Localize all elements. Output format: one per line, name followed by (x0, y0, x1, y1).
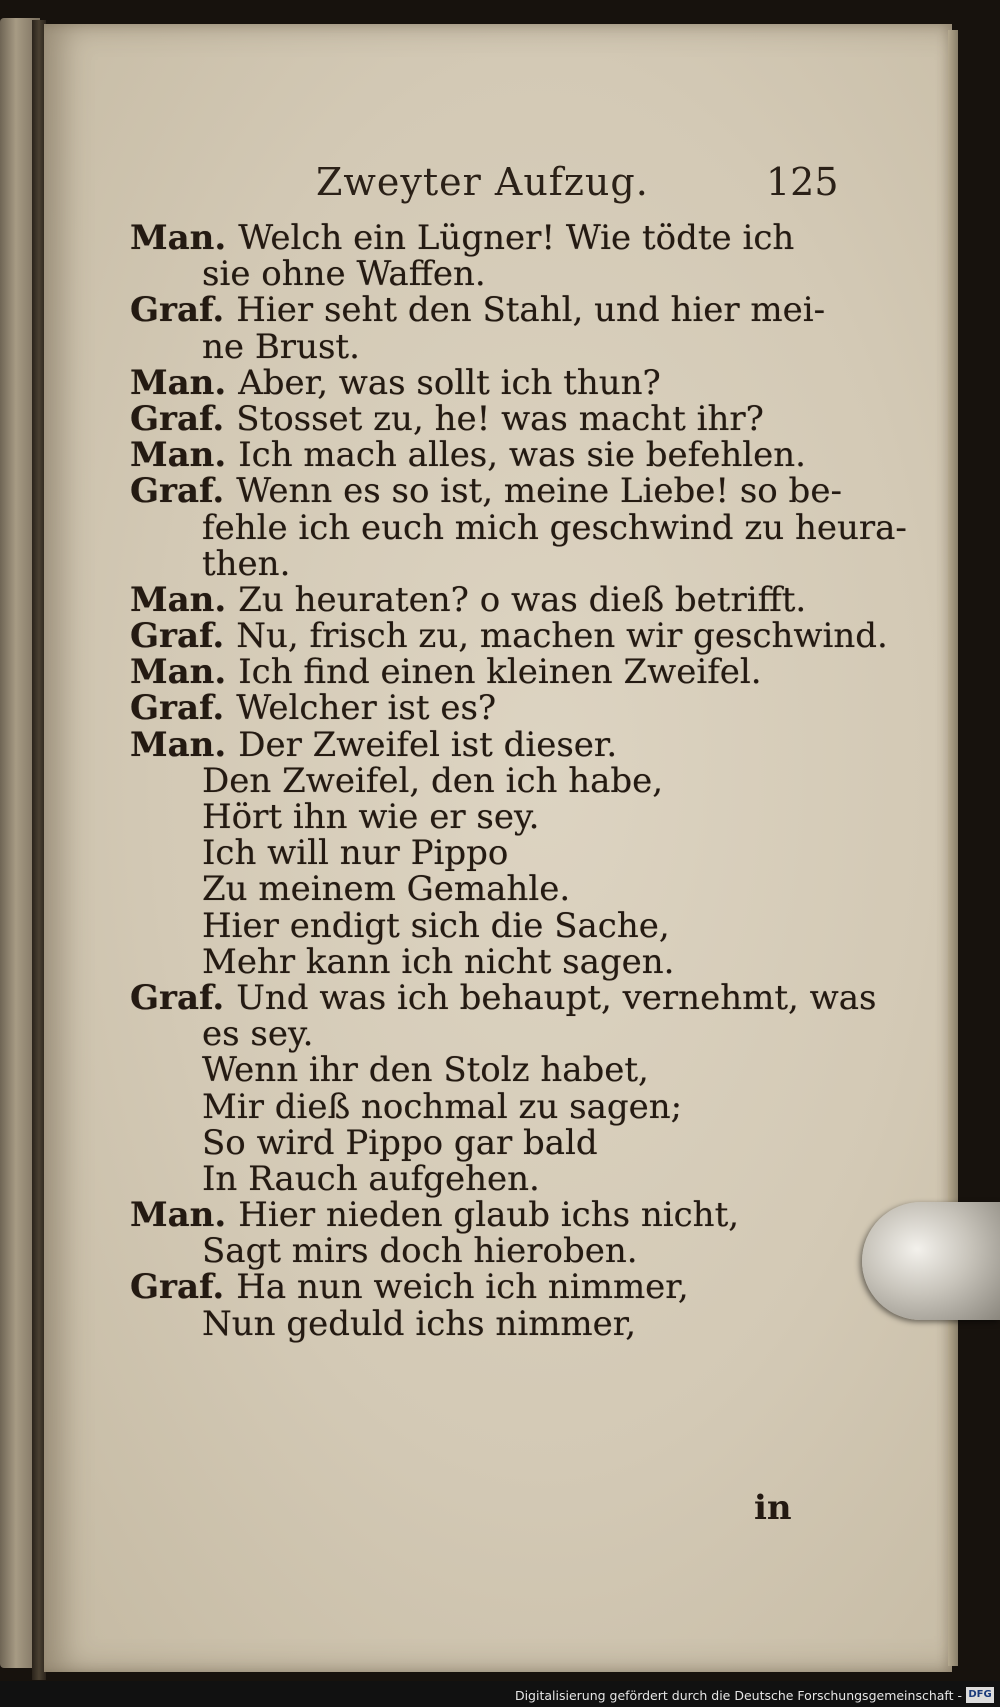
text-line (130, 616, 890, 657)
line-text: es sey. (202, 1014, 314, 1055)
page-header (44, 152, 952, 222)
text-line (130, 1195, 890, 1236)
book-page (44, 24, 952, 1672)
line-text: Mir dieß nochmal zu sagen; (202, 1086, 683, 1127)
text-line (130, 290, 890, 331)
line-text: Nun geduld ichs nimmer, (202, 1303, 637, 1344)
text-line (130, 688, 890, 729)
text-line (130, 1303, 890, 1344)
line-text: So wird Pippo gar bald (202, 1122, 598, 1163)
speaker-name: Graf. (130, 688, 225, 729)
speaker-name: Graf. (130, 290, 225, 331)
text-line (130, 1050, 890, 1091)
line-text: Zu meinem Gemahle. (202, 869, 571, 910)
text-line (130, 362, 890, 403)
line-text: ne Brust. (202, 326, 360, 367)
speaker-name: Graf. (130, 398, 225, 439)
funding-credit: Digitalisierung gefördert durch die Deutsche Forschungsgemeinschaft - (514, 1688, 962, 1703)
text-line (130, 724, 890, 765)
speaker-name: Graf. (130, 471, 225, 512)
page-clip (862, 1202, 1000, 1320)
speaker-name: Man. (130, 1195, 227, 1236)
text-line (130, 1267, 890, 1308)
text-line (130, 254, 890, 295)
line-text: Wenn es so ist, meine Liebe! so be- (236, 471, 842, 512)
text-line (130, 579, 890, 620)
text-line (130, 760, 890, 801)
speaker-name: Man. (130, 652, 227, 693)
speaker-name: Man. (130, 724, 227, 765)
line-text: Ich mach alles, was sie befehlen. (238, 435, 806, 476)
text-line (130, 1086, 890, 1127)
line-text: Ich find einen kleinen Zweifel. (238, 652, 762, 693)
line-text: In Rauch aufgehen. (202, 1158, 540, 1199)
line-text: Wenn ihr den Stolz habet, (202, 1050, 649, 1091)
line-text: sie ohne Waffen. (202, 254, 486, 295)
text-line (130, 398, 890, 439)
speaker-name: Graf. (130, 616, 225, 657)
speaker-name: Man. (130, 362, 227, 403)
line-text: Den Zweifel, den ich habe, (202, 760, 664, 801)
text-line (130, 543, 890, 584)
line-text: Hier endigt sich die Sache, (202, 905, 670, 946)
speaker-name: Man. (130, 579, 227, 620)
text-line (130, 435, 890, 476)
line-text: Hört ihn wie er sey. (202, 797, 540, 837)
text-line (130, 799, 890, 835)
dfg-logo: DFG (966, 1687, 994, 1703)
text-line (130, 220, 890, 256)
footer-bar (0, 1681, 1000, 1707)
text-line (130, 652, 890, 693)
text-line (130, 1122, 890, 1163)
text-line (130, 905, 890, 946)
line-text: Ha nun weich ich nimmer, (236, 1267, 689, 1308)
line-text: Ich will nur Pippo (202, 833, 509, 874)
line-text: Welch ein Lügner! Wie tödte ich (238, 218, 795, 258)
line-text: Mehr kann ich nicht sagen. (202, 941, 675, 982)
text-line (130, 471, 890, 512)
dialogue-text (130, 218, 907, 1344)
line-text: fehle ich euch mich geschwind zu heura- (202, 507, 907, 548)
line-text: then. (202, 543, 291, 584)
line-text: Sagt mirs doch hieroben. (202, 1231, 638, 1272)
line-text: Der Zweifel ist dieser. (238, 724, 618, 765)
text-line (130, 1158, 890, 1199)
text-line (130, 326, 890, 367)
speaker-name: Man. (130, 218, 227, 258)
line-text: Hier seht den Stahl, und hier mei- (236, 290, 826, 331)
text-line (130, 833, 890, 874)
speaker-name: Man. (130, 435, 227, 476)
line-text: Nu, frisch zu, machen wir geschwind. (236, 616, 888, 657)
text-line (130, 1014, 890, 1055)
running-head: Zweyter Aufzug. (316, 160, 649, 204)
text-line (130, 507, 907, 548)
page-fore-edge (948, 30, 958, 1666)
text-line (130, 869, 890, 910)
speaker-name: Graf. (130, 977, 225, 1018)
line-text: Welcher ist es? (236, 688, 497, 729)
line-text: Aber, was sollt ich thun? (238, 362, 661, 403)
text-line (130, 1231, 890, 1272)
line-text: Zu heuraten? o was dieß betrifft. (238, 579, 807, 620)
line-text: Stosset zu, he! was macht ihr? (236, 398, 764, 439)
text-line (130, 941, 890, 982)
text-line (130, 977, 890, 1018)
page-number: 125 (766, 160, 839, 204)
line-text: Hier nieden glaub ichs nicht, (238, 1195, 740, 1236)
speaker-name: Graf. (130, 1267, 225, 1308)
line-text: Und was ich behaupt, vernehmt, was (236, 977, 877, 1018)
catchword: in (754, 1488, 792, 1528)
